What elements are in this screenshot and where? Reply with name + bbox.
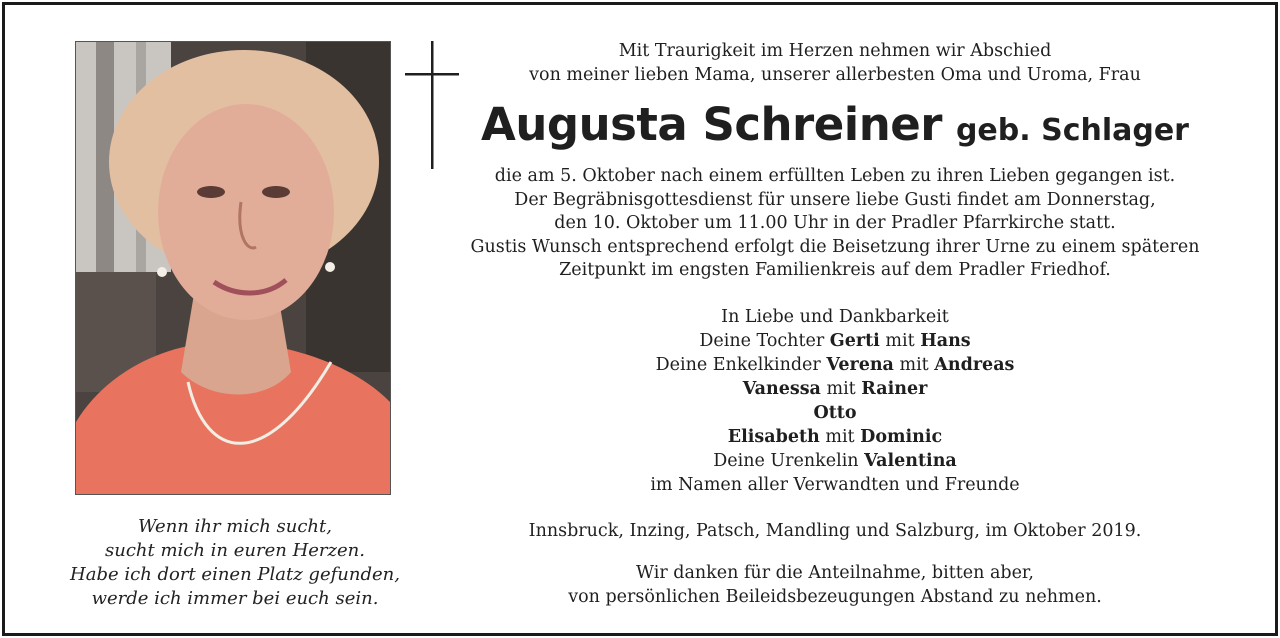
family-list — [437, 305, 1233, 497]
thanks-note — [437, 561, 1233, 609]
deceased-heading — [437, 93, 1233, 157]
poem-line: werde ich immer bei euch sein. — [91, 588, 379, 609]
thanks-line: Wir danken für die Anteilnahme, bitten aber, — [636, 562, 1034, 583]
family-connector: mit — [885, 330, 915, 351]
portrait-illustration — [76, 42, 390, 494]
obituary-frame — [2, 2, 1278, 636]
poem-line: Habe ich dort einen Platz gefunden, — [70, 564, 400, 585]
family-member: Elisabeth — [727, 426, 820, 447]
family-connector: mit — [826, 378, 856, 399]
intro-line: von meiner lieben Mama, unserer allerbesten Oma und Uroma, Frau — [529, 65, 1141, 85]
deceased-name: Augusta Schreiner — [481, 98, 942, 151]
family-line-grandchild-2 — [437, 377, 1233, 401]
announcement-line: Der Begräbnisgottesdienst für unsere liebe Gusti findet am Donnerstag, — [514, 189, 1156, 210]
family-closing: im Namen aller Verwandten und Freunde — [650, 474, 1020, 495]
family-member: Andreas — [934, 354, 1015, 375]
family-connector: mit — [899, 354, 929, 375]
announcement — [437, 165, 1233, 283]
announcement-line: den 10. Oktober um 11.00 Uhr in der Pradler Pfarrkirche statt. — [554, 213, 1116, 233]
family-member: Hans — [920, 330, 971, 351]
family-member: Vanessa — [742, 378, 821, 399]
family-line-great-grandchild — [437, 449, 1233, 473]
family-member: Gerti — [829, 330, 880, 351]
family-opening: In Liebe und Dankbarkeit — [721, 306, 949, 327]
family-label: Deine Urenkelin — [713, 450, 859, 471]
place-date: Innsbruck, Inzing, Patsch, Mandling und Salzburg, im Oktober 2019. — [528, 520, 1142, 541]
family-label: Deine Enkelkinder — [655, 354, 821, 375]
intro — [437, 39, 1233, 87]
poem-line: sucht mich in euren Herzen. — [105, 540, 365, 561]
obituary-text — [437, 39, 1233, 609]
announcement-line: Gustis Wunsch entsprechend erfolgt die Beisetzung ihrer Urne zu einem späteren — [470, 236, 1200, 257]
family-member: Rainer — [861, 378, 928, 399]
announcement-line: die am 5. Oktober nach einem erfüllten Leben zu ihren Lieben gegangen ist. — [494, 166, 1176, 186]
family-member: Otto — [813, 402, 857, 423]
family-label: Deine Tochter — [699, 330, 825, 351]
family-line-grandchild-4 — [437, 425, 1233, 449]
family-line-daughter — [437, 329, 1233, 353]
announcement-line: Zeitpunkt im engsten Familienkreis auf dem Pradler Friedhof. — [559, 260, 1111, 280]
thanks-line: von persönlichen Beileidsbezeugungen Abstand zu nehmen. — [568, 586, 1102, 607]
portrait-photo — [75, 41, 391, 495]
family-line-grandchild-3 — [437, 401, 1233, 425]
family-member: Verena — [826, 354, 894, 375]
memorial-poem — [45, 515, 425, 611]
intro-line: Mit Traurigkeit im Herzen nehmen wir Abschied — [618, 41, 1052, 61]
poem-line: Wenn ihr mich sucht, — [138, 516, 332, 537]
family-member: Valentina — [864, 450, 957, 471]
family-connector: mit — [825, 426, 855, 447]
family-line-grandchildren — [437, 353, 1233, 377]
family-member: Dominic — [860, 426, 943, 447]
deceased-birth-name: geb. Schlager — [955, 113, 1189, 148]
